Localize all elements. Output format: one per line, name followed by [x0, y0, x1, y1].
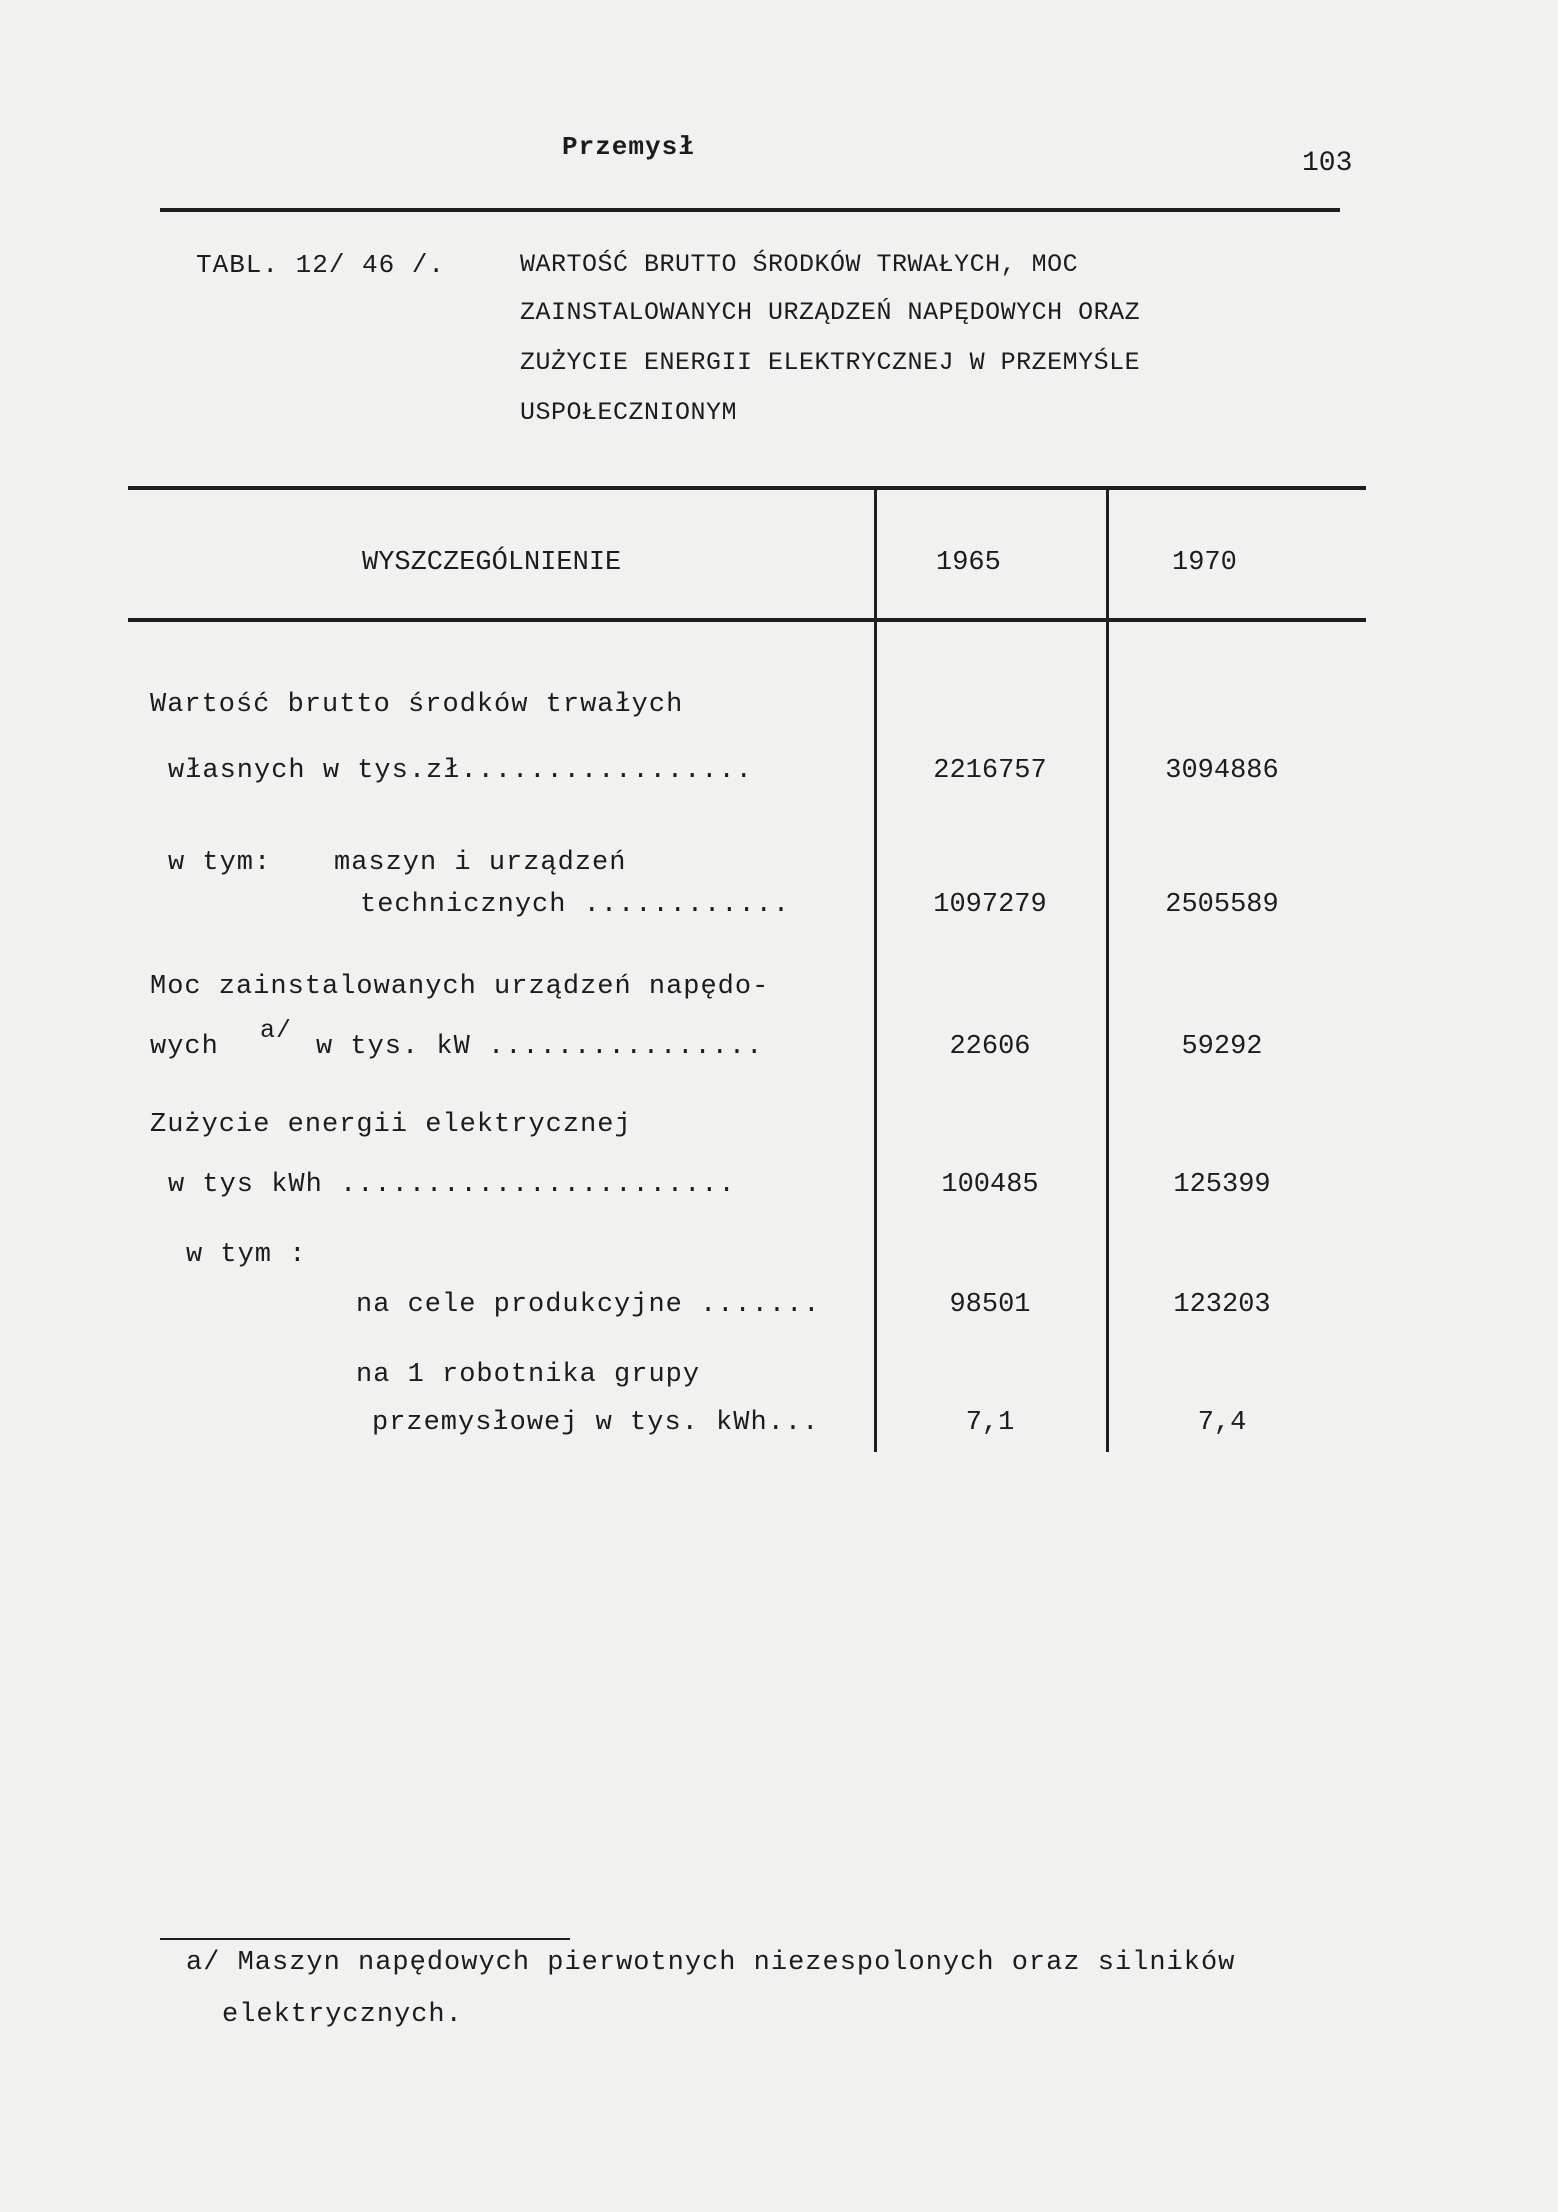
row-3-value-1970: 59292	[1181, 1032, 1263, 1062]
footnote-line-2: elektrycznych.	[222, 2000, 463, 2030]
table-title-line-1: WARTOŚĆ BRUTTO ŚRODKÓW TRWAŁYCH, MOC	[520, 250, 1079, 279]
running-head: Przemysł	[562, 132, 695, 162]
column-divider-1	[874, 486, 877, 1452]
table-title-line-4: USPOŁECZNIONYM	[520, 398, 738, 427]
row-1-label-line-2: własnych w tys.zł.................	[168, 756, 753, 786]
table-head-rule	[128, 618, 1366, 622]
footnote-line-1: a/ Maszyn napędowych pierwotnych niezespolonych oraz silników	[186, 1948, 1236, 1978]
table-top-rule	[128, 486, 1366, 490]
table-title-line-3: ZUŻYCIE ENERGII ELEKTRYCZNEJ W PRZEMYŚLE	[520, 348, 1141, 377]
row-3-label-line-2a: wych	[150, 1032, 219, 1062]
row-3-label-line-2b: w tys. kW ................	[316, 1032, 764, 1062]
row-6-label-line-2: przemysłowej w tys. kWh...	[372, 1408, 820, 1438]
row-2-label-line-1: maszyn i urządzeń	[334, 848, 627, 878]
row-5-label: na cele produkcyjne .......	[356, 1290, 821, 1320]
row-2-value-1965: 1097279	[933, 890, 1047, 920]
row-1-label-line-1: Wartość brutto środków trwałych	[150, 690, 684, 720]
row-1-value-1965: 2216757	[933, 756, 1047, 786]
row-2-label-line-2: technicznych ............	[360, 890, 791, 920]
row-5-value-1965: 98501	[949, 1290, 1031, 1320]
row-2-value-1970: 2505589	[1165, 890, 1279, 920]
column-heading-label: WYSZCZEGÓLNIENIE	[362, 548, 622, 578]
row-1-value-1970: 3094886	[1165, 756, 1279, 786]
row-6-label-line-1: na 1 robotnika grupy	[356, 1360, 701, 1390]
column-divider-2	[1106, 486, 1109, 1452]
row-3-value-1965: 22606	[949, 1032, 1031, 1062]
row-4-value-1970: 125399	[1173, 1170, 1271, 1200]
table-label: TABL. 12/ 46 /.	[196, 250, 446, 280]
column-heading-1970: 1970	[1172, 548, 1237, 578]
row-4-label-line-2: w tys kWh .......................	[168, 1170, 736, 1200]
column-heading-1965: 1965	[936, 548, 1001, 578]
page-number: 103	[1302, 148, 1353, 179]
row-3-footnote-ref: a/	[260, 1016, 293, 1045]
row-2-prefix: w tym:	[168, 848, 272, 878]
row-5-value-1970: 123203	[1173, 1290, 1271, 1320]
row-4-label-line-1: Zużycie energii elektrycznej	[150, 1110, 632, 1140]
table-title-line-2: ZAINSTALOWANYCH URZĄDZEŃ NAPĘDOWYCH ORAZ	[520, 298, 1141, 327]
row-4-value-1965: 100485	[941, 1170, 1039, 1200]
row-6-value-1965: 7,1	[965, 1408, 1015, 1438]
header-rule	[160, 208, 1340, 212]
footnote-rule	[160, 1938, 570, 1940]
row-3-label-line-1: Moc zainstalowanych urządzeń napędo-	[150, 972, 770, 1002]
row-5-prefix: w tym :	[186, 1240, 307, 1270]
row-6-value-1970: 7,4	[1197, 1408, 1247, 1438]
